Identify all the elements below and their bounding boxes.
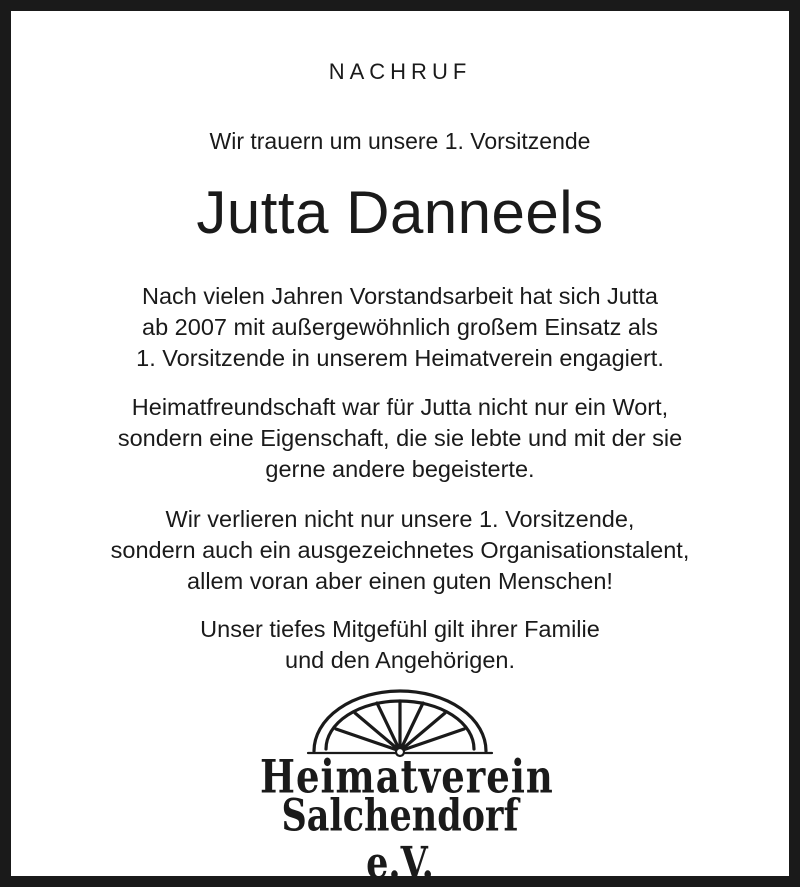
heimatverein-logo <box>260 689 554 889</box>
paragraph-line: sondern eine Eigenschaft, die sie lebte und mit der sie <box>117 425 683 451</box>
paragraph-line: Unser tiefes Mitgefühl gilt ihrer Familie <box>200 616 600 642</box>
heading: NACHRUF <box>328 59 472 84</box>
paragraph-line: Nach vielen Jahren Vorstandsarbeit hat sich Jutta <box>142 283 658 309</box>
paragraph-line: allem voran aber einen guten Menschen! <box>187 568 613 594</box>
paragraph-line: und den Angehörigen. <box>285 647 515 673</box>
paragraph-line: gerne andere begeisterte. <box>265 456 535 482</box>
deceased-name: Jutta Danneels <box>196 179 604 246</box>
paragraph-line: Wir verlieren nicht nur unsere 1. Vorsitzende, <box>165 506 635 532</box>
paragraph-line: sondern auch ein ausgezeichnetes Organisationstalent, <box>110 537 690 563</box>
intro-line: Wir trauern um unsere 1. Vorsitzende <box>209 128 591 154</box>
logo-text-line1: Heimatverein <box>260 748 554 804</box>
paragraph-1 <box>11 281 789 374</box>
obituary-content <box>11 11 789 889</box>
paragraph-2 <box>11 392 789 485</box>
paragraph-4 <box>11 614 789 676</box>
logo-text-line2: Salchendorf e.V. <box>281 790 519 889</box>
paragraph-line: Heimatfreundschaft war für Jutta nicht nur ein Wort, <box>131 394 669 420</box>
paragraph-line: 1. Vorsitzende in unserem Heimatverein engagiert. <box>136 345 664 371</box>
paragraph-3 <box>11 504 789 597</box>
paragraph-line: ab 2007 mit außergewöhnlich großem Einsatz als <box>142 314 658 340</box>
